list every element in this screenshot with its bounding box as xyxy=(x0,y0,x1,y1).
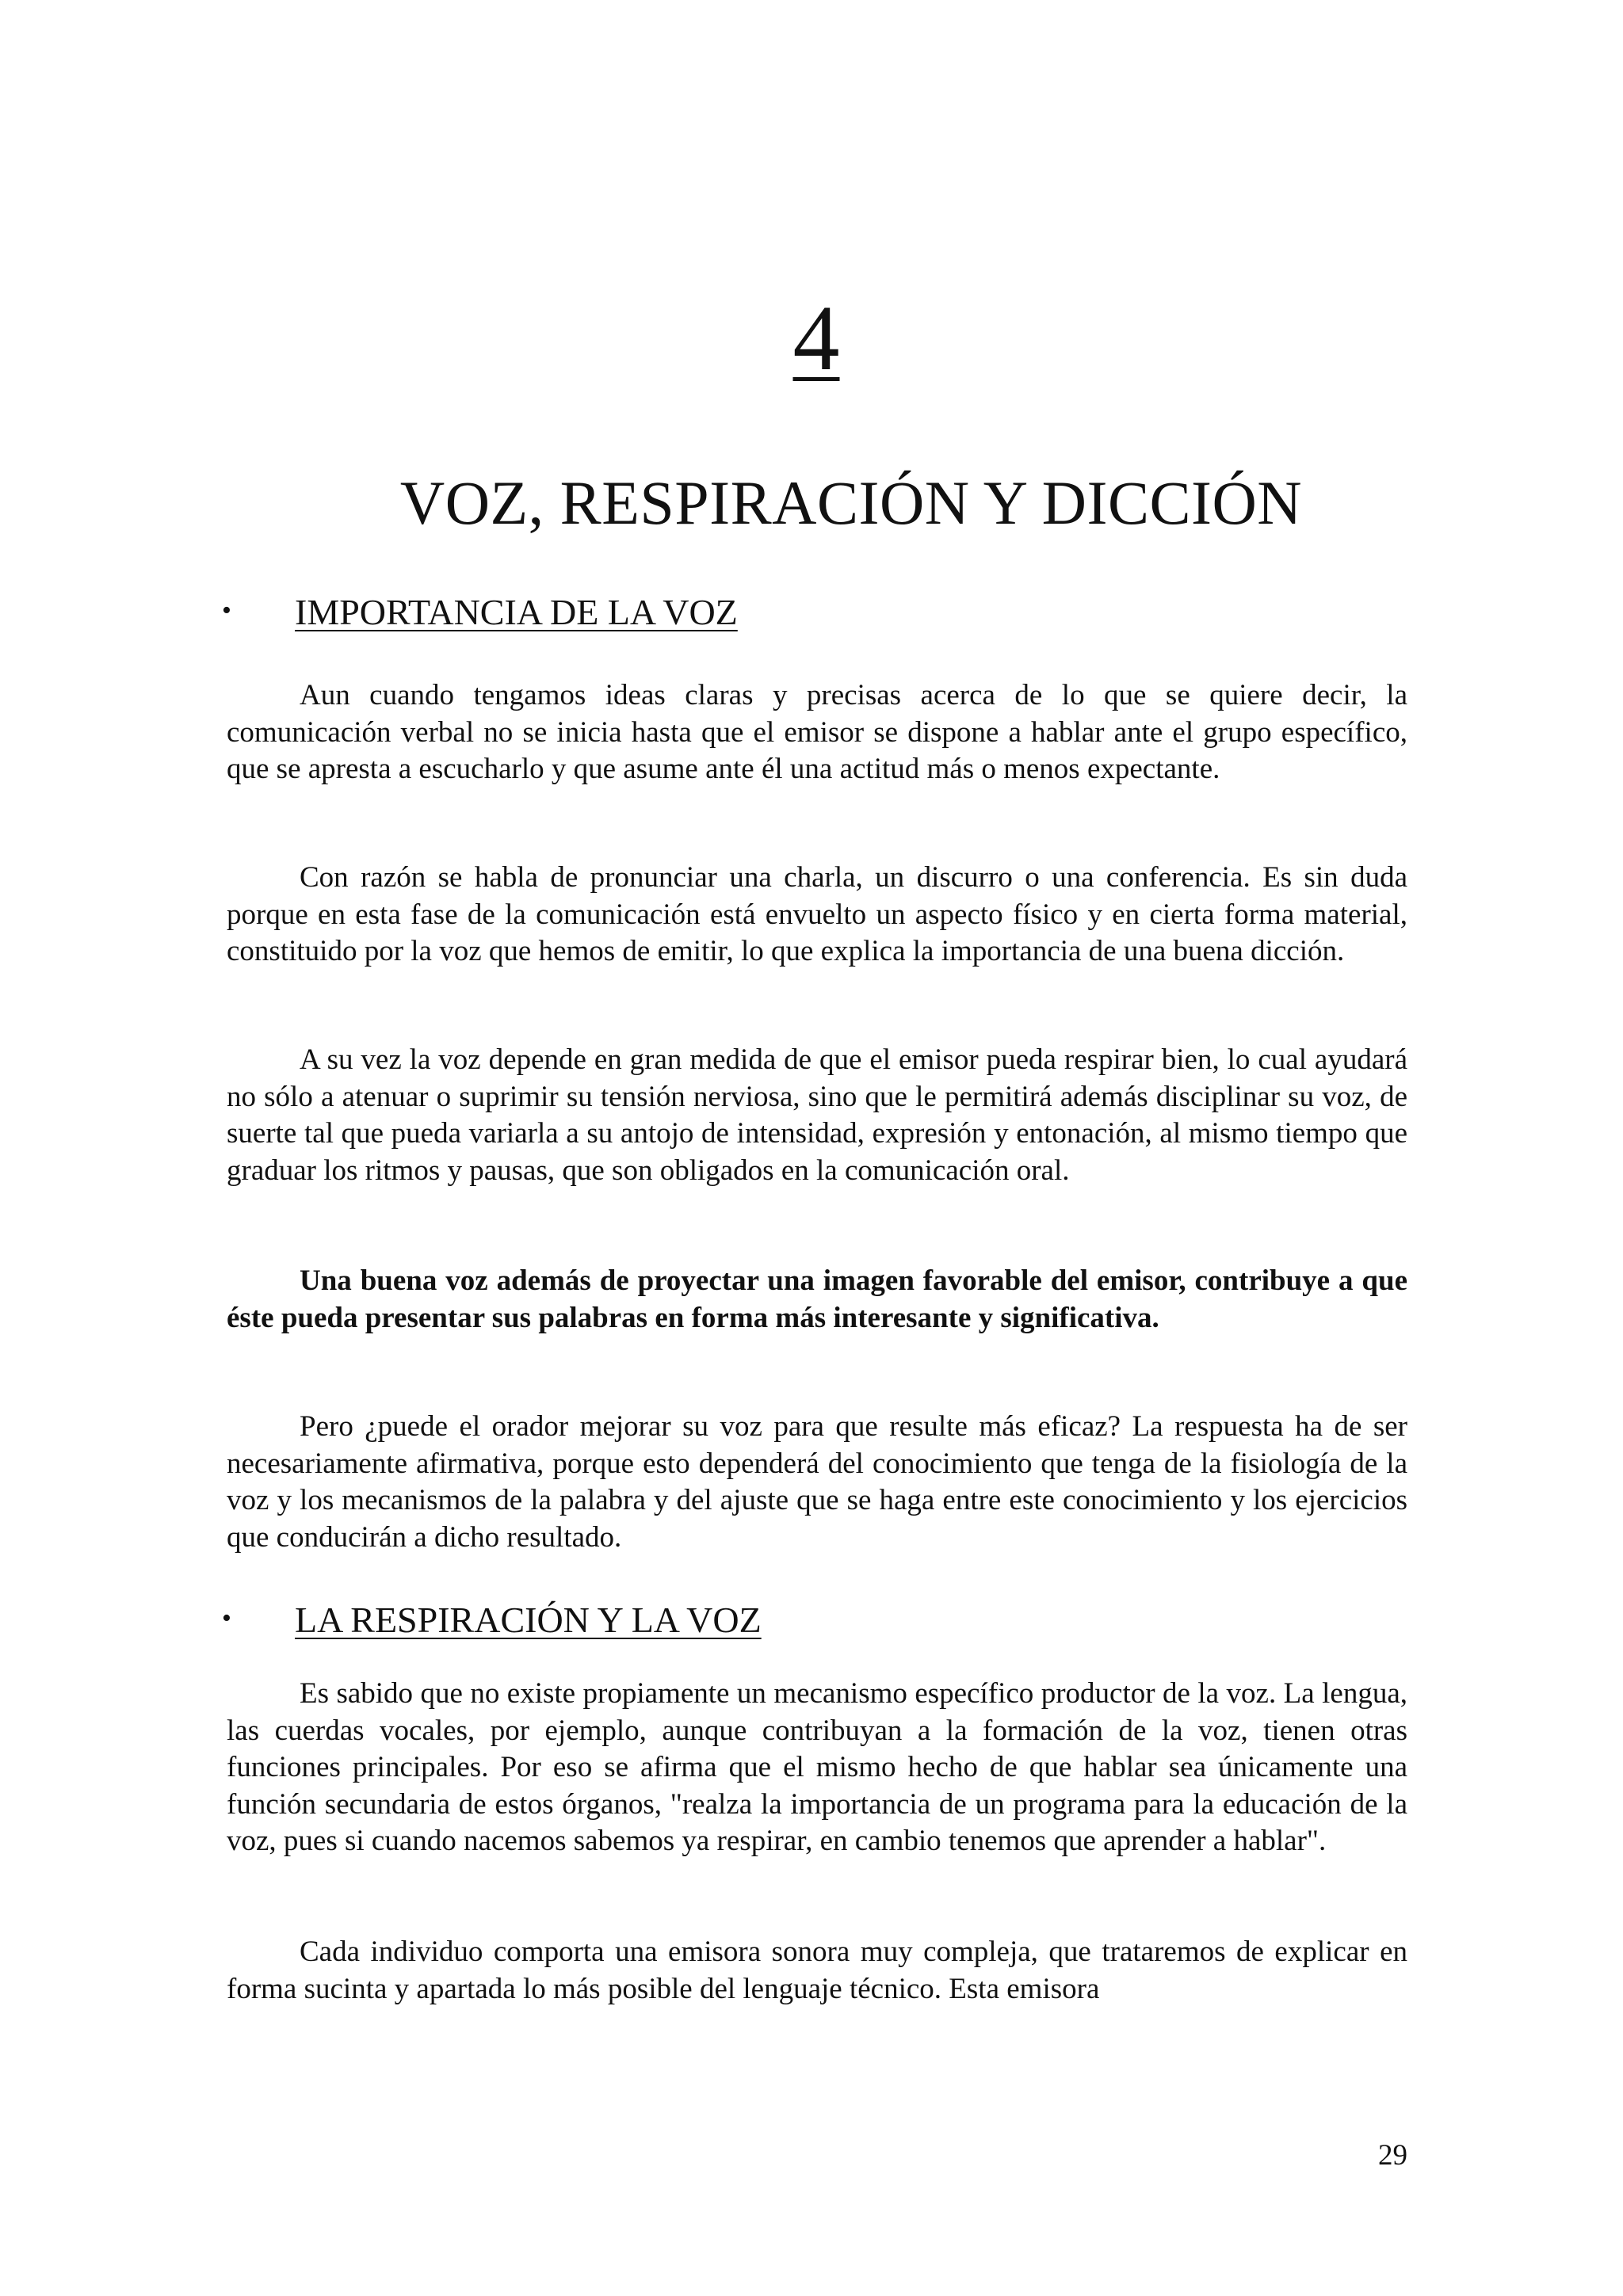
paragraph-6: Es sabido que no existe propiamente un mecanismo específico productor de la voz. La lengua, las cuerdas vocales, por ejemplo, aunque contribuyan a la formación de la voz, tienen otras funciones principales. Por eso se afirma que el mismo hecho de que hablar sea únicamente una función secundaria de estos órganos, "realza la importancia de un programa para la educación de la voz, pues si cuando nacemos sabemos ya respirar, en cambio tenemos que aprender a hablar". xyxy=(227,1677,1407,1857)
paragraph-5: Pero ¿puede el orador mejorar su voz para que resulte más eficaz? La respuesta ha de ser necesariamente afirmativa, porque esto dependerá del conocimiento que tenga de la fisiología de la voz y los mecanismos de la palabra y del ajuste que se haga entre este conocimiento y los ejercicios que conducirán a dicho resultado. xyxy=(227,1410,1407,1554)
paragraph-4-emphasis: Una buena voz además de proyectar una imagen favorable del emisor, contribuye a que éste pueda presentar sus palabras en forma más interesante y significativa. xyxy=(227,1264,1407,1334)
paragraph-1: Aun cuando tengamos ideas claras y precisas acerca de lo que se quiere decir, la comunicación verbal no se inicia hasta que el emisor se dispone a hablar ante el grupo específico, que se apresta a escucharlo y que asume ante él una actitud más o menos expectante. xyxy=(227,679,1407,785)
paragraph-2: Con razón se habla de pronunciar una charla, un discurro o una conferencia. Es sin duda porque en esta fase de la comunicación está envuelto un aspecto físico y en cierta forma material, constituido por la voz que hemos de emitir, lo que explica la importancia de una buena dicción. xyxy=(227,861,1407,967)
page-number: 29 xyxy=(1378,2139,1407,2172)
section-heading-text: IMPORTANCIA DE LA VOZ xyxy=(295,592,738,632)
chapter-number: 4 xyxy=(792,286,840,390)
bullet-icon: • xyxy=(222,1604,231,1633)
paragraph-7: Cada individuo comporta una emisora sonora muy compleja, que trataremos de explicar en forma sucinta y apartada lo más posible del lenguaje técnico. Esta emisora xyxy=(227,1936,1407,2005)
section-heading-respiracion xyxy=(222,1602,1411,1638)
bullet-icon: • xyxy=(222,596,231,625)
section-heading-text: LA RESPIRACIÓN Y LA VOZ xyxy=(295,1600,762,1640)
chapter-title: VOZ, RESPIRACIÓN Y DICCIÓN xyxy=(399,468,1303,537)
paragraph-3: A su vez la voz depende en gran medida de que el emisor pueda respirar bien, lo cual ayudará no sólo a atenuar o suprimir su tensión nerviosa, sino que le permitirá además disciplinar su voz, de suerte tal que pueda variarla a su antojo de intensidad, expresión y entonación, al mismo tiempo que graduar los ritmos y pausas, que son obligados en la comunicación oral. xyxy=(227,1043,1407,1187)
section-heading-importancia xyxy=(222,594,1411,631)
